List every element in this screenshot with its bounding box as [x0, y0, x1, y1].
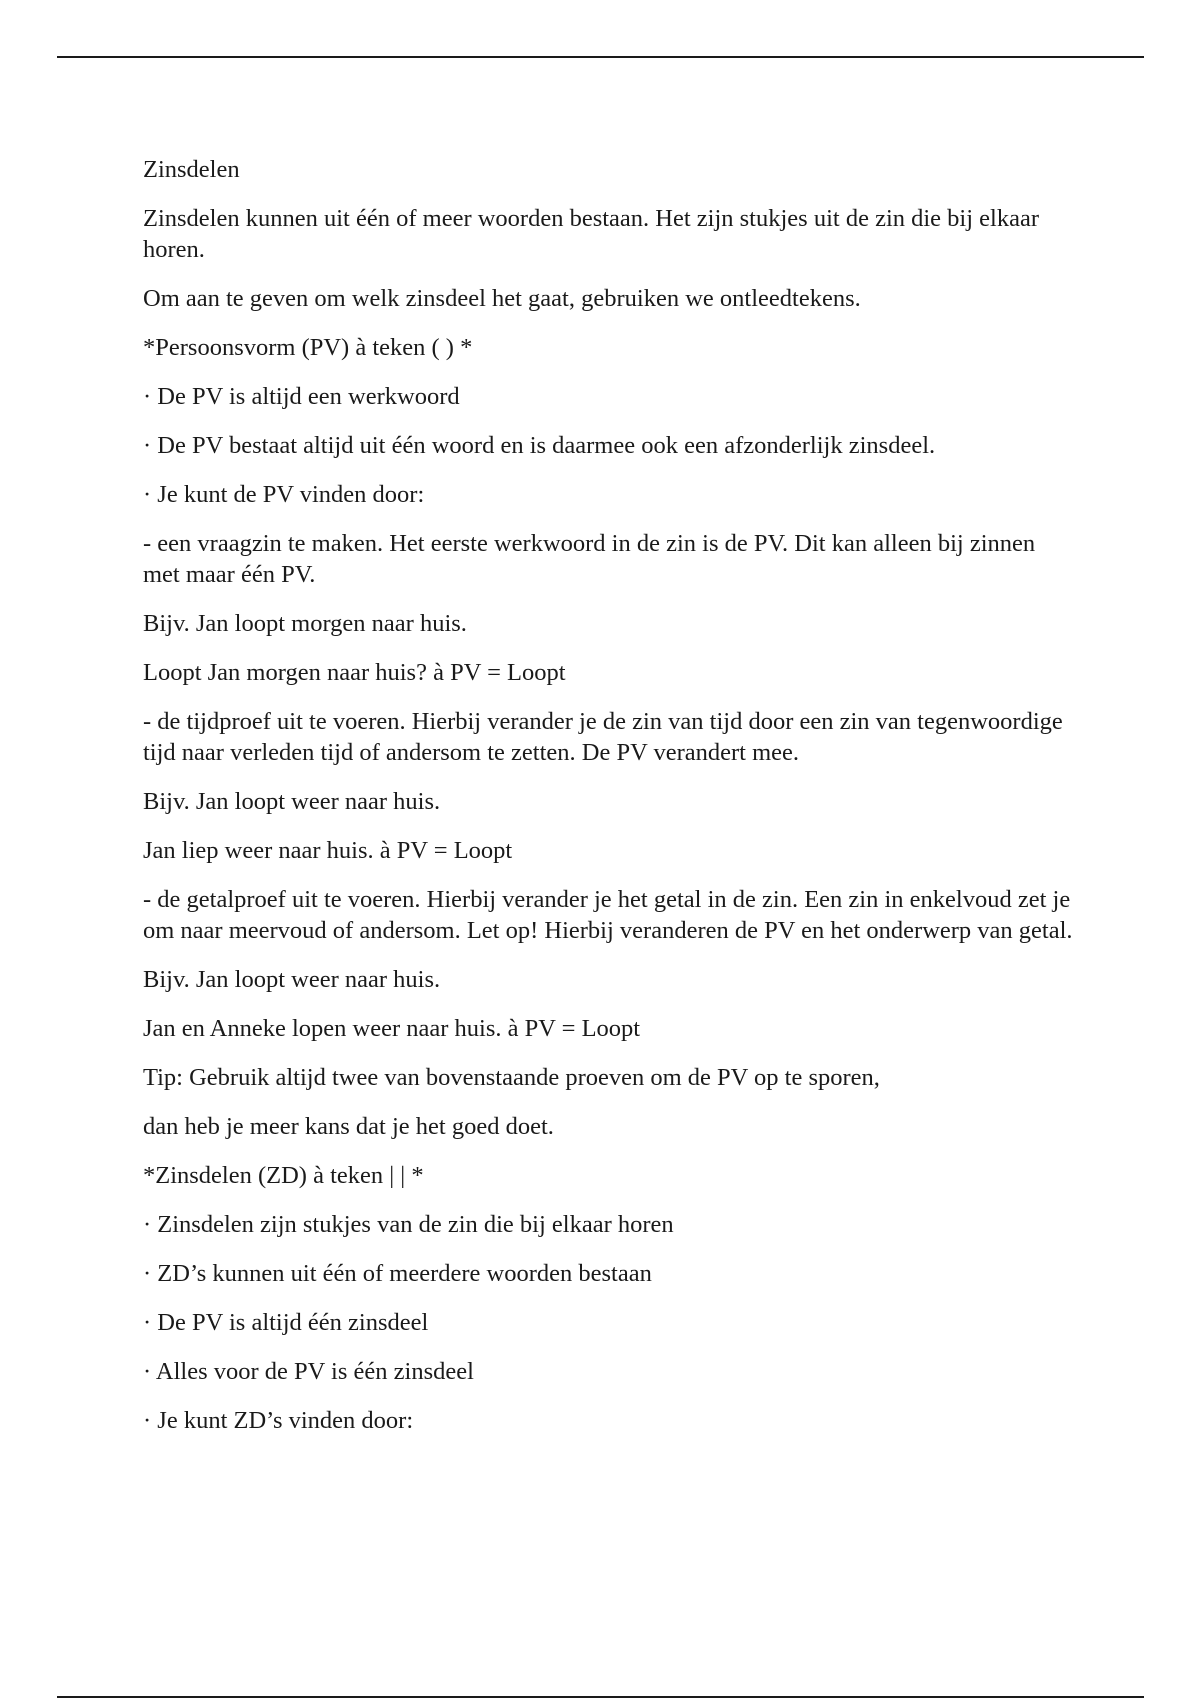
- header-rule: [57, 56, 1144, 58]
- method-tijdproef: - de tijdproef uit te voeren. Hierbij verander je de zin van tijd door een zin van tegenwoordige tijd naar verleden tijd of andersom te zetten. De PV verandert mee.: [143, 708, 1063, 766]
- section-heading-zd: *Zinsdelen (ZD) à teken | | *: [143, 1162, 424, 1189]
- bullet-item: · De PV is altijd één zinsdeel: [143, 1309, 429, 1336]
- example-answer: Jan en Anneke lopen weer naar huis. à PV = Loopt: [143, 1015, 641, 1042]
- tip-line-continued: dan heb je meer kans dat je het goed doet.: [143, 1113, 554, 1140]
- tip-line: Tip: Gebruik altijd twee van bovenstaande proeven om de PV op te sporen,: [143, 1064, 880, 1091]
- bullet-item: · Je kunt de PV vinden door:: [143, 481, 425, 508]
- bullet-item: · De PV bestaat altijd uit één woord en is daarmee ook een afzonderlijk zinsdeel.: [143, 432, 936, 459]
- footer-rule: [57, 1696, 1144, 1698]
- document-body: [143, 154, 1073, 1454]
- example-sentence: Bijv. Jan loopt morgen naar huis.: [143, 610, 467, 637]
- example-answer: Loopt Jan morgen naar huis? à PV = Loopt: [143, 659, 566, 686]
- bullet-item: · Alles voor de PV is één zinsdeel: [143, 1358, 474, 1385]
- bullet-item: · Je kunt ZD’s vinden door:: [143, 1407, 414, 1434]
- section-heading-pv: *Persoonsvorm (PV) à teken ( ) *: [143, 334, 473, 361]
- example-sentence: Bijv. Jan loopt weer naar huis.: [143, 788, 441, 815]
- method-vraagzin: - een vraagzin te maken. Het eerste werkwoord in de zin is de PV. Dit kan alleen bij zinnen met maar één PV.: [143, 530, 1036, 588]
- bullet-item: · ZD’s kunnen uit één of meerdere woorden bestaan: [143, 1260, 652, 1287]
- document-title: Zinsdelen: [143, 156, 240, 183]
- paragraph-intro: Zinsdelen kunnen uit één of meer woorden bestaan. Het zijn stukjes uit de zin die bij elkaar horen.: [143, 205, 1040, 263]
- bullet-item: · De PV is altijd een werkwoord: [143, 383, 460, 410]
- example-sentence: Bijv. Jan loopt weer naar huis.: [143, 966, 441, 993]
- method-getalproef: - de getalproef uit te voeren. Hierbij verander je het getal in de zin. Een zin in enkelvoud zet je om naar meervoud of andersom. Let op! Hierbij veranderen de PV en het onderwerp van getal.: [143, 886, 1073, 944]
- paragraph-ontleedtekens: Om aan te geven om welk zinsdeel het gaat, gebruiken we ontleedtekens.: [143, 285, 861, 312]
- bullet-item: · Zinsdelen zijn stukjes van de zin die bij elkaar horen: [143, 1211, 674, 1238]
- example-answer: Jan liep weer naar huis. à PV = Loopt: [143, 837, 513, 864]
